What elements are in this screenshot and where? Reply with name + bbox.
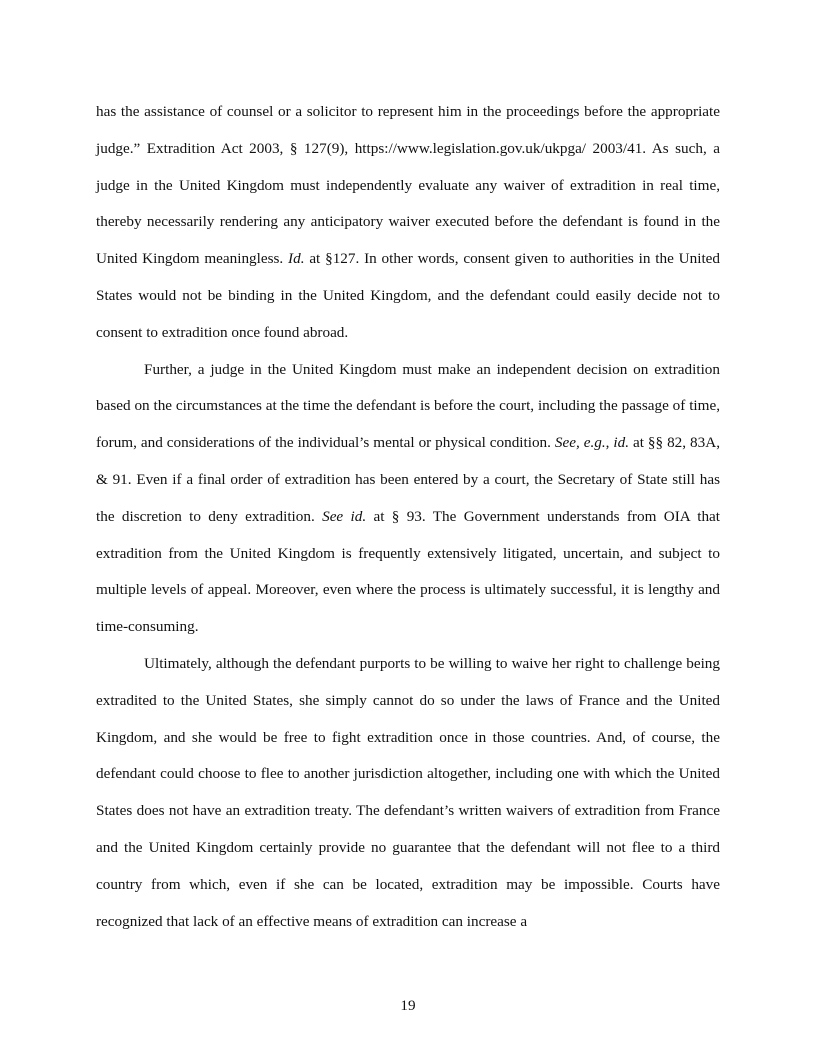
page-body	[96, 94, 720, 940]
paragraph-2	[96, 352, 720, 646]
text-run: Ultimately, although the defendant purports to be willing to waive her right to challenge being extradited to the United States, she simply cannot do so under the laws of France and the United Kingdom, and she would be free to fight extradition once in those countries. And, of course, the defendant could choose to flee to another jurisdiction altogether, including one with which the United States does not have an extradition treaty. The defendant’s written waivers of extradition from France and the United Kingdom certainly provide no guarantee that the defendant will not flee to a third country from which, even if she can be located, extradition may be impossible. Courts have recognized that lack of an effective means of extradition can increase a	[96, 654, 720, 930]
text-run: ,	[605, 434, 614, 452]
page-number: 19	[400, 997, 416, 1014]
citation-id: id.	[613, 434, 630, 452]
citation-see-eg: See, e.g.	[554, 434, 606, 452]
text-run: at §127. In other words, consent given to authorities in the United States would not be binding in the United Kingdom, and the defendant could easily decide not to consent to extradition once found abroad.	[96, 250, 720, 341]
paragraph-3	[96, 646, 720, 940]
citation-see-id: See id.	[322, 507, 367, 525]
citation-id: Id.	[288, 250, 305, 268]
text-run: Further, a judge in the United Kingdom must make an independent decision on extradition based on the circumstances at the time the defendant is before the court, including the passage of time, forum, and considerations of the individual’s mental or physical condition.	[96, 360, 720, 452]
paragraph-1	[96, 94, 720, 352]
text-run: at §§ 82, 83A, & 91. Even if a final order of extradition has been entered by a court, the Secretary of State still has the discretion to deny extradition.	[96, 434, 720, 525]
text-run: at § 93. The Government understands from OIA that extradition from the United Kingdom is frequently extensively litigated, uncertain, and subject to multiple levels of appeal. Moreover, even where the process is ultimately successful, it is lengthy and time-consuming.	[96, 507, 720, 636]
text-run: has the assistance of counsel or a solicitor to represent him in the proceedings before the appropriate judge.” Extradition Act 2003, § 127(9), https://www.legislation.gov.uk/ukpga/ 2003/41. As such, a judge in the United Kingdom must independently evaluate any waiver of extradition in real time, thereby necessarily rendering any anticipatory waiver executed before the defendant is found in the United Kingdom meaningless.	[96, 103, 720, 268]
